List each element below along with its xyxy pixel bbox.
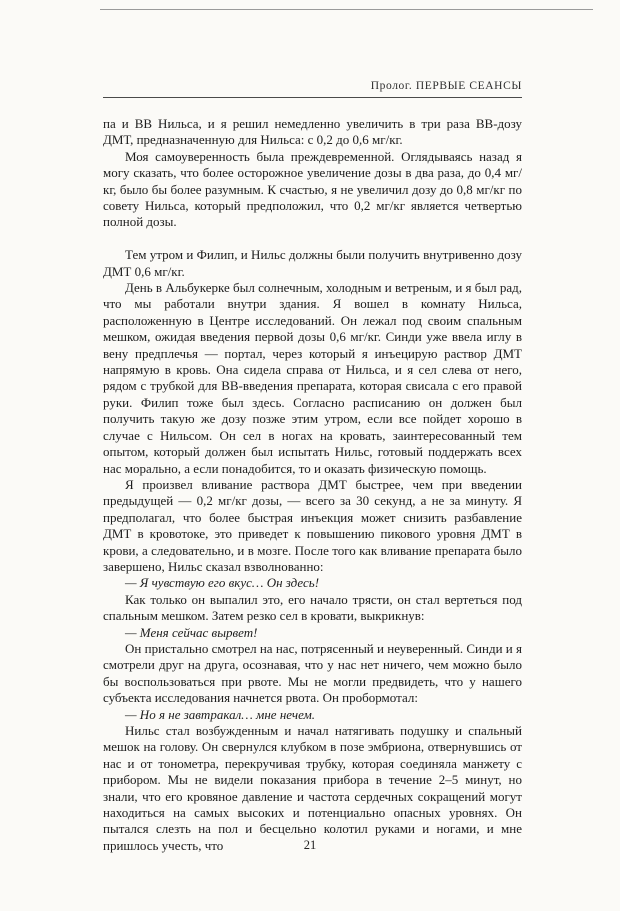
body-paragraph: День в Альбукерке был солнечным, холодным и ветреным, и я был рад, что мы работали внутри здания. Я вошел в комнату Нильса, расположенную в Центре исследований. Он лежал под своим спальным мешком, ожидая введения первой дозы 0,6 мг/кг. Синди уже ввела иглу в вену предплечья — портал, через который я инъецирую раствор ДМТ напрямую в кровь. Она сидела справа от Нильса, и я сел слева от него, рядом с трубкой для ВВ-введения препарата, которая свисала с его правой руки. Филип тоже был здесь. Согласно расписанию он должен был получить такую же дозу позже этим утром, если все пойдет хорошо в случае с Нильсом. Он сел в ногах на кровать, заинтересованный тем опытом, который должен был испытать Нильс, готовый поддержать всех нас морально, а если понадобится, то и оказать физическую помощь. xyxy=(103,280,523,476)
body-paragraph: Я произвел вливание раствора ДМТ быстрее, чем при введении предыдущей — 0,2 мг/кг дозы, — всего за 30 секунд, а не за минуту. Я предполагал, что более быстрая инъекция может снизить разбавление ДМТ в кровотоке, это приведет к повышению пикового уровня ДМТ в крови, а следовательно, и в мозге. После того как вливание препарата было завершено, Нильс сказал взволнованно: xyxy=(103,476,522,574)
body-paragraph: Он пристально смотрел на нас, потрясенный и неуверенный. Синди и я смотрели друг на друга, осознавая, что у нас нет ничего, чем можно было бы воспользоваться при рвоте. Мы не могли предвидеть, что у нашего субъекта исследования начнется рвота. Он пробормотал: xyxy=(103,640,522,706)
body-paragraph: па и ВВ Нильса, и я решил немедленно увеличить в три раза ВВ-дозу ДМТ, предназначенную для Нильса: с 0,2 до 0,6 мг/кг. xyxy=(103,116,522,148)
dialogue-line: — Но я не завтракал… мне нечем. xyxy=(125,706,316,722)
page-body xyxy=(103,116,522,854)
body-paragraph: Как только он выпалил это, его начало трясти, он стал вертеться под спальным мешком. Затем резко сел в кровати, выкрикнув: xyxy=(103,591,522,624)
dialogue-line: — Меня сейчас вырвет! xyxy=(125,624,258,640)
text-column xyxy=(103,80,522,854)
dialogue-line: — Я чувствую его вкус… Он здесь! xyxy=(125,575,320,591)
top-edge-rule xyxy=(100,9,593,10)
running-head: Пролог. ПЕРВЫЕ СЕАНСЫ xyxy=(103,80,522,98)
body-paragraph: Нильс стал возбужденным и начал натягивать подушку и спальный мешок на голову. Он свернулся клубком в позе эмбриона, отвернувшись от нас и от тонометра, перекручивая трубку, которая соединяла манжету с прибором. Мы не видели показания прибора в течение 2–5 минут, но знали, что его кровяное давление и частота сердечных сокращений могут находиться на самых высоких и потенциально опасных уровнях. Он пытался слезть на пол и бесцельно колотил руками и ногами, и мне пришлось учесть, что xyxy=(103,723,522,853)
body-paragraph: Тем утром и Филип, и Нильс должны были получить внутривенно дозу ДМТ 0,6 мг/кг. xyxy=(103,247,522,279)
body-paragraph: Моя самоуверенность была преждевременной. Оглядываясь назад я могу сказать, что более осторожное увеличение дозы в два раза, до 0,4 мг/кг, было бы более разумным. К счастью, я не увеличил дозу до 0,8 мг/кг по совету Нильса, который предположил, что 0,2 мг/кг является четвертью полной дозы. xyxy=(103,148,522,230)
page-number: 21 xyxy=(303,838,317,852)
